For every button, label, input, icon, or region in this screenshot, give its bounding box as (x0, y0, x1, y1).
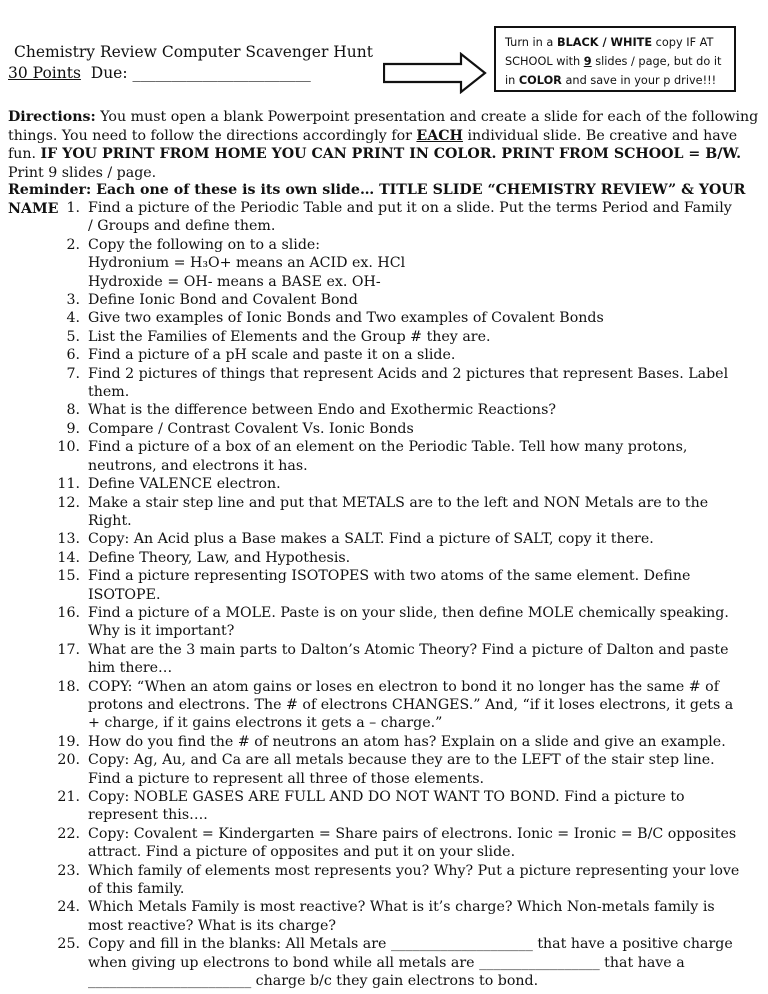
list-item (0, 549, 760, 567)
item-text: How do you find the # of neutrons an atom has? Explain on a slide and give an example. (88, 733, 726, 750)
notice-number: 9 (583, 55, 592, 68)
item-number: 18. (57, 678, 80, 695)
notice-bold: BLACK / WHITE (556, 36, 653, 49)
item-text: What are the 3 main parts to Dalton’s Atomic Theory? Find a picture of Dalton and paste him there… (88, 641, 729, 677)
task-list (0, 199, 760, 990)
notice-text: and save in your p drive!!! (561, 74, 717, 87)
item-number: 24. (57, 899, 80, 916)
right-arrow-icon (383, 52, 487, 94)
notice-box (494, 26, 736, 92)
list-item (0, 494, 760, 531)
item-text: Copy and fill in the blanks: All Metals are ____________________ that have a positive charge when giving up electrons to bond while all metals are _________________ that have a _______________________ charge b/c they gain electrons to bond. (88, 936, 733, 990)
item-number: 7. (66, 365, 80, 382)
item-text: Define VALENCE electron. (88, 476, 281, 493)
item-text: Define Theory, Law, and Hypothesis. (88, 549, 351, 566)
item-text: Make a stair step line and put that METALS are to the left and NON Metals are to the Right. (88, 494, 709, 529)
item-text: Find a picture representing ISOTOPES with two atoms of the same element. Define ISOTOPE. (88, 568, 691, 603)
item-text: Copy: Covalent = Kindergarten = Share pairs of electrons. Ionic = Ironic = B/C opposites attract. Find a picture of opposites and put it on your slide. (88, 825, 737, 861)
item-text: List the Families of Elements and the Group # they are. (88, 328, 491, 345)
directions-text: You must open a blank Powerpoint presentation and create a slide for each of the following things. You need to follow the directions accordingly for (8, 109, 759, 144)
list-item (0, 291, 760, 309)
list-item (0, 438, 760, 475)
list-item (0, 641, 760, 678)
points-label: 30 Points (8, 64, 81, 82)
item-text: Compare / Contrast Covalent Vs. Ionic Bonds (88, 420, 414, 437)
item-text: Define Ionic Bond and Covalent Bond (88, 292, 358, 309)
item-number: 4. (66, 310, 80, 327)
item-number: 17. (57, 641, 80, 658)
item-number: 12. (57, 494, 80, 511)
item-number: 6. (66, 347, 80, 364)
item-number: 22. (57, 825, 80, 842)
directions-label: Directions: (8, 109, 96, 125)
list-item (0, 346, 760, 364)
directions-emphasis: EACH (416, 127, 463, 144)
notice-text: slides / page, but do it in (505, 55, 722, 87)
title-block (8, 42, 373, 84)
list-item (0, 199, 760, 236)
item-number: 3. (66, 292, 80, 309)
list-item (0, 567, 760, 604)
item-number: 1. (66, 200, 80, 216)
item-text: Which Metals Family is most reactive? What is it’s charge? Which Non-metals family is most reactive? What is its charge? (88, 899, 715, 934)
points-due-line (8, 63, 373, 84)
due-label: Due: _______________________ (80, 64, 311, 82)
list-item (0, 236, 760, 291)
list-item (0, 788, 760, 825)
list-item (0, 751, 760, 788)
item-text: Find a picture of the Periodic Table and put it on a slide. Put the terms Period and Family / Groups and define them. (88, 200, 732, 235)
list-item (0, 475, 760, 493)
list-item (0, 530, 760, 548)
list-item (0, 678, 760, 733)
item-number: 9. (66, 420, 80, 437)
list-item (0, 898, 760, 935)
item-number: 21. (57, 789, 80, 805)
list-item (0, 420, 760, 438)
directions-text: individual slide. Be creative and have fun. (8, 127, 738, 162)
item-number: 11. (57, 476, 80, 493)
item-number: 23. (57, 862, 80, 879)
item-number: 14. (57, 549, 80, 566)
item-number: 10. (57, 439, 80, 456)
worksheet-title: Chemistry Review Computer Scavenger Hunt (14, 43, 373, 61)
item-number: 5. (66, 328, 80, 345)
reminder-line: Reminder: Each one of these is its own slide… TITLE SLIDE “CHEMISTRY REVIEW” & YOUR NAME (8, 182, 746, 217)
item-text: Which family of elements most represents you? Why? Put a picture representing your love of this family. (88, 862, 740, 898)
item-number: 19. (57, 733, 80, 750)
list-item (0, 733, 760, 751)
list-item (0, 862, 760, 899)
directions-bold: IF YOU PRINT FROM HOME YOU CAN PRINT IN COLOR. PRINT FROM SCHOOL = B/W. (40, 146, 742, 162)
list-item (0, 604, 760, 641)
item-text: COPY: “When an atom gains or loses en electron to bond it no longer has the same # of protons and electrons. The # of electrons CHANGES.” And, “if it loses electrons, it gets a + charge, if it gains electrons it gets a – charge.” (88, 678, 734, 732)
notice-bold: COLOR (518, 74, 562, 87)
list-item (0, 309, 760, 327)
item-subline: Hydronium = H₃O+ means an ACID ex. HCl (88, 255, 406, 272)
item-number: 8. (66, 402, 80, 419)
item-text: What is the difference between Endo and Exothermic Reactions? (88, 402, 556, 419)
item-text: Copy the following on to a slide: (88, 236, 321, 253)
list-item (0, 935, 760, 990)
item-number: 25. (57, 936, 80, 953)
item-text: Give two examples of Ionic Bonds and Two examples of Covalent Bonds (88, 310, 604, 327)
list-item (0, 825, 760, 862)
directions-paragraph (8, 108, 760, 182)
item-number: 16. (57, 604, 80, 621)
item-text: Find a picture of a MOLE. Paste is on your slide, then define MOLE chemically speaking. Why is it important? (88, 604, 729, 640)
notice-text: copy IF AT SCHOOL with (505, 36, 714, 68)
item-text: Find a picture of a box of an element on the Periodic Table. Tell how many protons, neutrons, and electrons it has. (88, 439, 688, 474)
list-item (0, 328, 760, 346)
item-subline: Hydroxide = OH- means a BASE ex. OH- (88, 273, 381, 290)
item-number: 15. (57, 568, 80, 585)
item-text: Copy: NOBLE GASES ARE FULL AND DO NOT WANT TO BOND. Find a picture to represent this…. (88, 789, 685, 824)
item-text: Copy: Ag, Au, and Ca are all metals because they are to the LEFT of the stair step line. Find a picture to represent all three of those elements. (88, 752, 715, 787)
item-number: 13. (57, 531, 80, 548)
notice-text: Turn in a (505, 36, 557, 49)
item-text: Copy: An Acid plus a Base makes a SALT. Find a picture of SALT, copy it there. (88, 531, 654, 548)
directions-text: Print 9 slides / page. (8, 164, 157, 181)
item-text: Find a picture of a pH scale and paste it on a slide. (88, 347, 456, 364)
item-number: 20. (57, 752, 80, 769)
item-number: 2. (66, 236, 80, 253)
list-item (0, 365, 760, 402)
list-item (0, 401, 760, 419)
item-text: Find 2 pictures of things that represent Acids and 2 pictures that represent Bases. Label them. (88, 365, 729, 401)
